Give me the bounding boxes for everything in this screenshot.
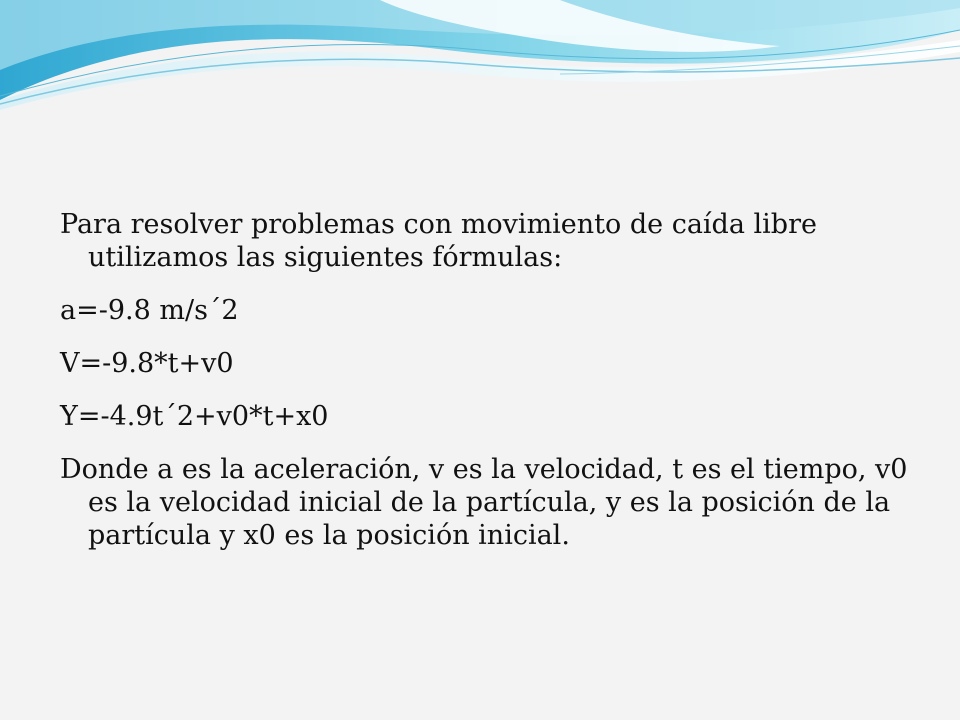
explanation-paragraph: Donde a es la aceleración, v es la velocidad, t es el tiempo, v0 es la velocidad inicial de la partícula, y es la posición de la partícula y x0 es la posición inicial.	[60, 454, 908, 551]
formula-acceleration: a=-9.8 m/s´2	[60, 295, 239, 326]
intro-paragraph: Para resolver problemas con movimiento de caída libre utilizamos las siguientes fórmulas:	[60, 209, 817, 273]
slide-body	[60, 208, 920, 572]
formula-velocity: V=-9.8*t+v0	[60, 348, 234, 379]
formula-position: Y=-4.9t´2+v0*t+x0	[60, 401, 329, 432]
header-wave-decoration	[0, 0, 960, 140]
